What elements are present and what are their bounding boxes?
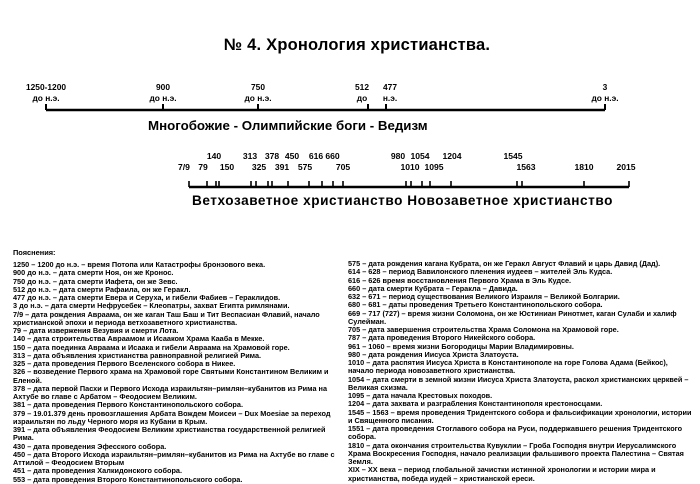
note-item: 614 – 628 – период Вавилонского пленения иудеев – жителей Эль Кудса. — [348, 267, 613, 277]
bottom-timeline-caption: Ветхозаветное христианство Новозаветное христианство — [192, 193, 613, 208]
note-item: 381 – дата проведения Первого Константинопольского собора. — [13, 400, 243, 410]
notes-left-column — [13, 261, 343, 484]
bottom-tick-label: 1545 — [503, 151, 523, 161]
notes-right-column — [348, 260, 694, 483]
bottom-tick-label: 450 — [284, 151, 300, 161]
top-tick-suffix: до н.э. — [32, 93, 60, 103]
bottom-tick-label: 616 — [308, 151, 324, 161]
bottom-tick-label: 7/9 — [178, 162, 190, 172]
note-item: 961 – 1060 – время жизни Богородицы Марии Владимировны. — [348, 341, 574, 351]
note-item: XIX – XX века – период глобальной зачистки истинной хронологии и истории мира и христианства, победа иудей – христианской ереси. — [348, 465, 656, 483]
bottom-tick-label: 150 — [219, 162, 235, 172]
bottom-tick-label: 1054 — [410, 151, 430, 161]
bottom-tick-label: 391 — [274, 162, 290, 172]
note-item: 787 – дата проведения Второго Никейского собора. — [348, 333, 536, 343]
bottom-timeline — [178, 151, 636, 187]
note-item: 616 – 626 время восстановления Первого Храма в Эль Кудсе. — [348, 275, 572, 285]
bottom-tick-label: 140 — [206, 151, 222, 161]
note-item: 512 до н.э. – дата смерти Рафаила, он же Геракл. — [13, 284, 191, 294]
bottom-tick-label: 660 — [325, 151, 340, 161]
note-item: 1545 – 1563 – время проведения Тридентского собора и фальсификации хронологии, истории и Священного писания. — [348, 407, 692, 425]
top-tick-year: 512 — [355, 82, 369, 92]
note-item: 430 – дата проведения Эфесского собора. — [13, 441, 167, 451]
note-item: 669 – 717 (727) – время жизни Соломона, он же Юстиниан Ринотмет, каган Сулаби и халиф Сулейман. — [348, 308, 677, 326]
bottom-tick-label: 1810 — [574, 162, 594, 172]
note-item: 660 – дата смерти Кубрата – Геракла – Давида. — [348, 283, 518, 293]
top-tick-suffix: до н.э. — [591, 93, 619, 103]
note-item: 680 – 681 – даты проведения Третьего Константинопольского собора. — [348, 300, 603, 310]
note-item: 1250 – 1200 до н.э. – время Потопа или Катастрофы бронзового века. — [13, 260, 266, 269]
top-tick-suffix: до н.э. — [244, 93, 272, 103]
top-tick-year: 900 — [156, 82, 170, 92]
note-item: 575 – дата рождения кагана Кубрата, он же Геракл Август Флавий и царь Давид (Дад). — [348, 259, 661, 268]
top-tick-year: 750 — [251, 82, 265, 92]
note-item: 1095 – дата начала Крестовых походов. — [348, 391, 493, 400]
note-item: 313 – дата объявления христианства равноправной религией Рима. — [13, 350, 262, 360]
notes-heading: Пояснения: — [13, 248, 56, 257]
note-item: 1054 – дата смерти в земной жизни Иисуса Христа Златоуста, раскол христианских церквей – Великая схизма. — [348, 374, 689, 392]
note-item: 3 до н.э. – дата смерти Нефрусебек – Клеопатры, захват Египта римлянами. — [13, 301, 290, 311]
bottom-tick-label: 1204 — [442, 151, 462, 161]
title-text: № 4. Хронология христианства. — [223, 36, 491, 54]
top-tick-suffix: до — [356, 93, 368, 103]
note-item: 1204 – дата захвата и разграбления Константинополя крестоносцами. — [348, 399, 603, 409]
bottom-tick-label: 1010 — [400, 162, 420, 172]
note-item: 632 – 671 – период существования Великого Израиля – Великой Болгарии. — [348, 292, 620, 301]
note-item: 79 – дата извержения Везувия и смерти Лота. — [13, 326, 179, 335]
note-item: 451 – дата проведения Халкидонского собора. — [13, 466, 182, 476]
bottom-tick-label: 1095 — [424, 162, 444, 172]
top-tick-suffix: до н.э. — [149, 93, 177, 103]
note-item: 980 – дата рождения Иисуса Христа Златоуста. — [348, 349, 519, 359]
top-tick-year: 1250-1200 — [25, 82, 67, 92]
bottom-tick-label: 378 — [264, 151, 280, 161]
note-item: 7/9 – дата рождения Авраама, он же каган Таш Баш и Тит Веспасиан Флавий, начало христианской эпохи и периода ветхозаветного христианства. — [13, 309, 320, 327]
note-item: 140 – дата строительства Авраамом и Исааком Храма Кааба в Мекке. — [13, 334, 265, 344]
note-item: 1551 – дата проведения Стоглавого собора на Руси, поддержавшего решения Тридентского собора. — [348, 424, 683, 442]
note-item: 379 – 19.01.379 день провозглашения Арбата Вождем Моисеи – Dux Moesiae за переход израильтян по льду Черного моря из Кубани в Крым. — [13, 408, 331, 426]
note-item: 378 – дата первой Пасхи и Первого Исхода израильтян–римлян–кубанитов из Рима на Ахтубе во главе с Арбатом – Феодосием Великим. — [13, 383, 328, 401]
top-tick-suffix: н.э. — [382, 93, 398, 103]
bottom-tick-label: 705 — [335, 162, 351, 172]
note-item: 705 – дата завершения строительства Храма Соломона на Храмовой горе. — [348, 325, 619, 334]
note-item: 150 – дата поединка Авраама и Исаака и гибели Авраама на Храмовой горе. — [13, 342, 290, 352]
note-item: 1810 – дата окончания строительства Кувуклии – Гроба Господня внутри Иерусалимского Храма Воскресения Господня, начало реализации фальшивого проекта Палестина – Святая Земля. — [348, 440, 684, 466]
note-item: 326 – возведение Первого храма на Храмовой горе Святыми Константином Великим и Еленой. — [13, 367, 329, 385]
top-tick-year: 3 — [602, 82, 608, 92]
top-timeline — [26, 82, 619, 110]
note-item: 391 – дата объявления Феодосием Великим христианства государственной религией Рима. — [13, 425, 326, 443]
note-item: 900 до н.э. – дата смерти Ноя, он же Кронос. — [13, 268, 174, 278]
note-item: 477 до н.э. – дата смерти Евера и Серуха, и гибели Фабиев – Гераклидов. — [13, 293, 281, 302]
top-tick-year: 477 — [383, 82, 397, 92]
bottom-tick-label: 1563 — [516, 162, 536, 172]
top-timeline-caption: Многобожие - Олимпийские боги - Ведизм — [148, 118, 428, 133]
bottom-tick-label: 2015 — [616, 162, 636, 172]
bottom-tick-label: 575 — [297, 162, 313, 172]
note-item: 1010 – дата распятия Иисуса Христа в Константинополе на горе Голова Адама (Бейкос), начало периода новозаветного христианства. — [348, 358, 668, 376]
note-item: 325 – дата проведения Первого Вселенского собора в Никее. — [13, 359, 236, 368]
note-item: 750 до н.э. – дата смерти Иафета, он же Зевс. — [13, 276, 178, 286]
note-item: 553 – дата проведения Второго Константинопольского собора. — [13, 474, 243, 484]
note-item: 450 – дата Второго Исхода израильтян–римлян–кубанитов из Рима на Ахтубе во главе с Аттилой – Феодосием Вторым — [13, 449, 335, 467]
bottom-tick-label: 980 — [390, 151, 406, 161]
bottom-tick-label: 325 — [251, 162, 267, 172]
bottom-tick-label: 79 — [198, 162, 208, 172]
bottom-tick-label: 313 — [242, 151, 258, 161]
